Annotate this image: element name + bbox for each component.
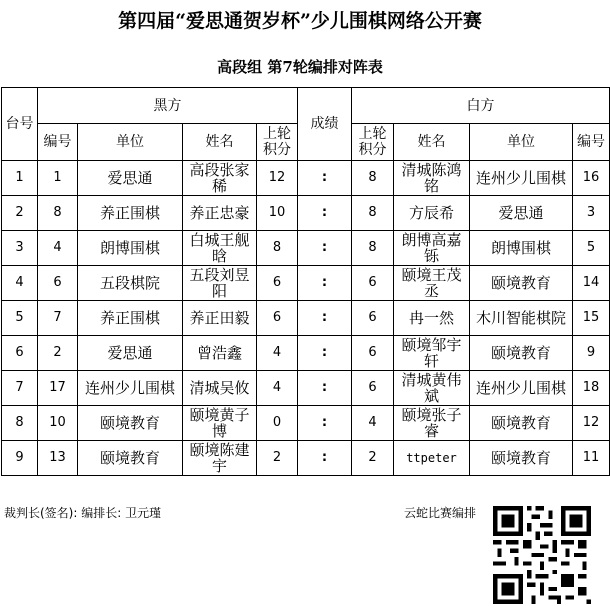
cell-black-name: 曾浩鑫 xyxy=(183,336,257,371)
table-row xyxy=(2,371,610,406)
header-white-unit: 单位 xyxy=(470,124,573,161)
qr-code-icon xyxy=(488,502,596,608)
header-black-points: 上轮积分 xyxy=(257,124,298,161)
cell-white-unit: 颐境教育 xyxy=(470,406,573,441)
cell-white-number: 9 xyxy=(573,336,610,371)
cell-table-no: 3 xyxy=(2,231,38,266)
cell-black-number: 1 xyxy=(38,161,78,196)
header-black: 黑方 xyxy=(38,88,298,124)
cell-table-no: 6 xyxy=(2,336,38,371)
table-row xyxy=(2,161,610,196)
cell-white-points: 6 xyxy=(352,336,394,371)
cell-white-name: 颐境王茂丞 xyxy=(394,266,470,301)
page-subtitle: 高段组 第7轮编排对阵表 xyxy=(217,58,383,76)
cell-result: : xyxy=(298,301,352,336)
header-white: 白方 xyxy=(352,88,610,124)
cell-black-number: 8 xyxy=(38,196,78,231)
cell-white-number: 12 xyxy=(573,406,610,441)
table-row xyxy=(2,266,610,301)
table-row xyxy=(2,406,610,441)
cell-result: : xyxy=(298,441,352,476)
cell-black-points: 2 xyxy=(257,441,298,476)
cell-table-no: 1 xyxy=(2,161,38,196)
cell-black-unit: 颐境教育 xyxy=(78,406,183,441)
cell-black-unit: 养正围棋 xyxy=(78,196,183,231)
header-table-no: 台号 xyxy=(2,88,38,161)
cell-result: : xyxy=(298,371,352,406)
cell-white-unit: 颐境教育 xyxy=(470,441,573,476)
cell-white-name: 清城黄伟斌 xyxy=(394,371,470,406)
cell-white-unit: 朗博围棋 xyxy=(470,231,573,266)
cell-black-number: 13 xyxy=(38,441,78,476)
cell-white-number: 5 xyxy=(573,231,610,266)
cell-white-points: 8 xyxy=(352,161,394,196)
header-black-unit: 单位 xyxy=(78,124,183,161)
cell-table-no: 4 xyxy=(2,266,38,301)
cell-black-points: 6 xyxy=(257,266,298,301)
cell-black-points: 8 xyxy=(257,231,298,266)
cell-black-number: 17 xyxy=(38,371,78,406)
cell-white-points: 8 xyxy=(352,196,394,231)
cell-black-number: 7 xyxy=(38,301,78,336)
table-row xyxy=(2,231,610,266)
cell-result: : xyxy=(298,266,352,301)
cell-black-points: 10 xyxy=(257,196,298,231)
cell-white-points: 6 xyxy=(352,301,394,336)
cell-black-number: 10 xyxy=(38,406,78,441)
cell-table-no: 7 xyxy=(2,371,38,406)
cell-result: : xyxy=(298,231,352,266)
cell-white-unit: 连州少儿围棋 xyxy=(470,161,573,196)
cell-white-name: 冉一然 xyxy=(394,301,470,336)
cell-black-name: 养正田毅 xyxy=(183,301,257,336)
cell-result: : xyxy=(298,161,352,196)
cell-white-name: 清城陈鸿铭 xyxy=(394,161,470,196)
cell-white-number: 18 xyxy=(573,371,610,406)
page-title: 第四届“爱思通贺岁杯”少儿围棋网络公开赛 xyxy=(118,10,482,32)
cell-white-unit: 木川智能棋院 xyxy=(470,301,573,336)
cell-black-name: 颐境陈建宇 xyxy=(183,441,257,476)
cell-black-name: 高段张家稀 xyxy=(183,161,257,196)
cell-white-points: 6 xyxy=(352,266,394,301)
cell-black-name: 清城吴攸 xyxy=(183,371,257,406)
header-white-points: 上轮积分 xyxy=(352,124,394,161)
pairing-table xyxy=(1,87,610,476)
cell-black-unit: 连州少儿围棋 xyxy=(78,371,183,406)
cell-black-name: 养正忠豪 xyxy=(183,196,257,231)
cell-white-unit: 颐境教育 xyxy=(470,336,573,371)
cell-white-unit: 颐境教育 xyxy=(470,266,573,301)
cell-white-number: 16 xyxy=(573,161,610,196)
header-black-name: 姓名 xyxy=(183,124,257,161)
cell-result: : xyxy=(298,196,352,231)
cell-white-unit: 连州少儿围棋 xyxy=(470,371,573,406)
cell-black-unit: 五段棋院 xyxy=(78,266,183,301)
cell-black-points: 4 xyxy=(257,371,298,406)
cell-black-unit: 朗博围棋 xyxy=(78,231,183,266)
header-black-number: 编号 xyxy=(38,124,78,161)
cell-white-points: 8 xyxy=(352,231,394,266)
cell-white-name: 方辰希 xyxy=(394,196,470,231)
cell-white-points: 6 xyxy=(352,371,394,406)
cell-black-number: 6 xyxy=(38,266,78,301)
cell-result: : xyxy=(298,406,352,441)
header-result: 成绩 xyxy=(298,88,352,161)
cell-table-no: 8 xyxy=(2,406,38,441)
cell-table-no: 5 xyxy=(2,301,38,336)
table-row xyxy=(2,441,610,476)
cell-black-points: 4 xyxy=(257,336,298,371)
cell-black-number: 2 xyxy=(38,336,78,371)
header-white-number: 编号 xyxy=(573,124,610,161)
table-row xyxy=(2,301,610,336)
cell-white-number: 3 xyxy=(573,196,610,231)
footer-signatures: 裁判长(签名): 编排长: 卫元瑾 xyxy=(4,506,162,520)
cell-black-number: 4 xyxy=(38,231,78,266)
cell-black-unit: 爱思通 xyxy=(78,161,183,196)
cell-black-unit: 颐境教育 xyxy=(78,441,183,476)
footer-system-name: 云蛇比赛编排 xyxy=(404,506,477,520)
cell-black-name: 白城王舰晗 xyxy=(183,231,257,266)
cell-black-unit: 爱思通 xyxy=(78,336,183,371)
cell-black-name: 五段刘昱阳 xyxy=(183,266,257,301)
cell-black-name: 颐境黄子博 xyxy=(183,406,257,441)
cell-black-points: 6 xyxy=(257,301,298,336)
cell-white-points: 2 xyxy=(352,441,394,476)
header-white-name: 姓名 xyxy=(394,124,470,161)
cell-table-no: 2 xyxy=(2,196,38,231)
cell-white-number: 14 xyxy=(573,266,610,301)
cell-white-points: 4 xyxy=(352,406,394,441)
cell-table-no: 9 xyxy=(2,441,38,476)
cell-white-name: 颐境邹宇轩 xyxy=(394,336,470,371)
cell-white-unit: 爱思通 xyxy=(470,196,573,231)
cell-white-name: ttpeter xyxy=(394,441,470,476)
cell-white-name: 朗博高嘉铄 xyxy=(394,231,470,266)
table-row xyxy=(2,196,610,231)
cell-black-unit: 养正围棋 xyxy=(78,301,183,336)
cell-result: : xyxy=(298,336,352,371)
cell-white-name: 颐境张子睿 xyxy=(394,406,470,441)
cell-white-number: 11 xyxy=(573,441,610,476)
cell-black-points: 12 xyxy=(257,161,298,196)
cell-black-points: 0 xyxy=(257,406,298,441)
table-row xyxy=(2,336,610,371)
cell-white-number: 15 xyxy=(573,301,610,336)
